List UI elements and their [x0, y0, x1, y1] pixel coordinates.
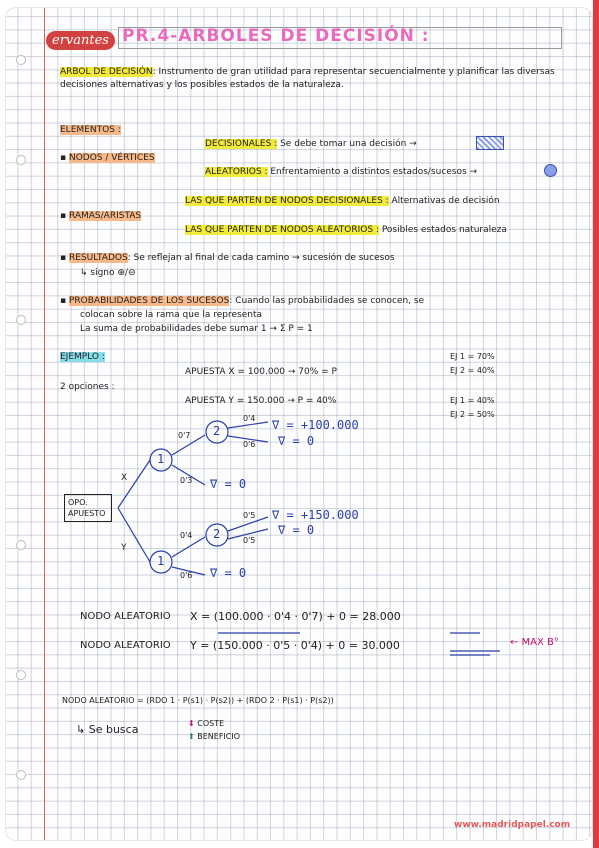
prob-y2-down: 0'5 — [243, 536, 256, 545]
max-benefit-note: ← MAX B° — [510, 637, 559, 648]
prob-x2-down: 0'6 — [243, 440, 256, 449]
options-label: 2 opciones : — [60, 382, 115, 392]
probabilities-line: ▪ PROBABILIDADES DE LOS SUCESOS: Cuando las probabilidades se conocen, se — [60, 296, 425, 306]
result-x-low: ∇ = 0 — [210, 477, 247, 491]
branch1-line: LAS QUE PARTEN DE NODOS DECISIONALES : Alternativas de decisión — [185, 196, 500, 206]
definition-term: ARBOL DE DECISIÓN — [60, 67, 153, 77]
tree-node-y: 1 — [157, 554, 165, 568]
search-cost: ⬇ COSTE — [188, 719, 225, 728]
ej1-x: EJ 1 = 70% — [450, 352, 495, 361]
nodes-label: ▪ NODOS / VÉRTICES — [60, 153, 155, 163]
branch-y-label: Y — [121, 543, 127, 553]
branch2-line: LAS QUE PARTEN DE NODOS ALEATORIOS : Posibles estados naturaleza — [185, 225, 507, 235]
result-y-mid: ∇ = 0 — [278, 523, 315, 537]
calc-y-label: NODO ALEATORIO — [80, 640, 171, 651]
page-title: PR.4-ARBOLES DE DECISIÓN : — [122, 26, 430, 46]
option-x: APUESTA X = 100.000 → 70% = P — [185, 367, 337, 377]
result-y-up: ∇ = +150.000 — [272, 508, 359, 522]
prob-y-up: 0'4 — [180, 531, 193, 540]
general-formula: NODO ALEATORIO = (RDO 1 · P(s1) · P(s2)) + (RDO 2 · P(s1) · P(s2)) — [62, 696, 334, 705]
tree-root: OPO. APUESTO — [64, 494, 112, 522]
calc-x-label: NODO ALEATORIO — [80, 611, 171, 622]
example-heading: EJEMPLO : — [60, 352, 105, 362]
branch-x-label: X — [121, 473, 128, 483]
ej2-x: EJ 2 = 40% — [450, 366, 495, 375]
probabilities-line-2: colocan sobre la rama que la representa — [80, 310, 262, 320]
search-benefit: ⬆ BENEFICIO — [188, 732, 241, 741]
result-y-low: ∇ = 0 — [210, 566, 247, 580]
search-label: ↳ Se busca — [76, 723, 139, 736]
prob-x2-up: 0'4 — [243, 414, 256, 423]
prob-x-up: 0'7 — [178, 431, 191, 440]
calc-y-expression: Y = (150.000 · 0'5 · 0'4) + 0 = 30.000 — [190, 639, 400, 652]
probabilities-line-3: La suma de probabilidades debe sumar 1 → Σ P = 1 — [80, 324, 313, 334]
elements-heading: ELEMENTOS : — [60, 125, 121, 135]
definition-text: : Instrumento de gran utilidad para representar secuencialmente y planificar las diversas decisiones alternativas y los posibles estados de la naturaleza. — [60, 67, 555, 90]
results-line: ▪ RESULTADOS: Se reflejan al final de cada camino → sucesión de sucesos — [60, 253, 395, 263]
result-x-mid: ∇ = 0 — [278, 434, 315, 448]
option-y: APUESTA Y = 150.000 → P = 40% — [185, 396, 337, 406]
results-sign: ↳ signo ⊕/⊖ — [80, 268, 136, 278]
brand-logo: ervantes — [46, 31, 115, 50]
tree-node-x: 1 — [157, 452, 165, 466]
prob-x-down: 0'3 — [180, 476, 193, 485]
calc-x-expression: X = (100.000 · 0'4 · 0'7) + 0 = 28.000 — [190, 610, 401, 623]
result-x-up: ∇ = +100.000 — [272, 418, 359, 432]
footer-url: www.madridpapel.com — [454, 820, 571, 830]
ej2-y: EJ 2 = 50% — [450, 410, 495, 419]
branches-label: ▪ RAMAS/ARISTAS — [60, 211, 142, 221]
ej1-y: EJ 1 = 40% — [450, 396, 495, 405]
prob-y-down: 0'6 — [180, 571, 193, 580]
tree-node-x2: 2 — [213, 424, 221, 438]
prob-y2-up: 0'5 — [243, 511, 256, 520]
decision-line: DECISIONALES : Se debe tomar una decisión → — [205, 139, 417, 149]
tree-node-y2: 2 — [213, 527, 221, 541]
random-line: ALEATORIOS : Enfrentamiento a distintos estados/sucesos → — [205, 167, 478, 177]
